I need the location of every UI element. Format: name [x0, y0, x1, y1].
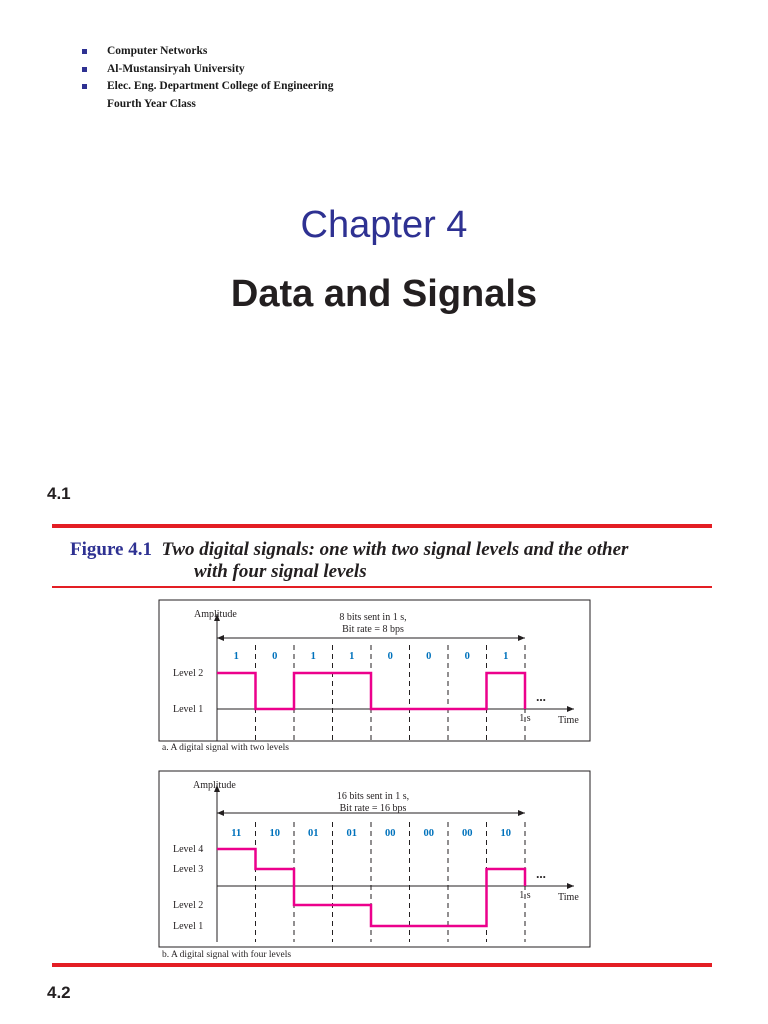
bit-label: 11	[231, 828, 242, 839]
bit-label: 0	[387, 651, 393, 662]
bit-label: 1	[349, 651, 355, 662]
bottom-rule	[52, 963, 712, 967]
arrow-head-icon	[217, 810, 224, 816]
signal-waveform	[217, 673, 525, 709]
header-item-text: Elec. Eng. Department College of Engineering	[107, 80, 334, 92]
continuation-ellipsis: ...	[536, 866, 546, 881]
level-label: Level 1	[173, 921, 204, 932]
bit-label: 0	[426, 651, 432, 662]
diagram-caption: b. A digital signal with four levels	[162, 950, 292, 960]
chapter-title: Chapter 4	[300, 204, 468, 246]
header-item-text: Fourth Year Class	[107, 97, 196, 110]
header-item-text: Computer Networks	[107, 45, 208, 57]
bit-rate-info: 16 bits sent in 1 s,	[336, 791, 410, 802]
amplitude-label: Amplitude	[194, 609, 237, 620]
bit-label: 10	[269, 828, 280, 839]
bit-label: 10	[500, 828, 511, 839]
figure-label: Figure 4.1	[70, 539, 152, 560]
slide-number: 4.1	[47, 484, 71, 503]
slide-number: 4.2	[47, 983, 71, 1002]
axis-arrow-icon	[567, 706, 574, 712]
level-label: Level 3	[173, 864, 204, 875]
bit-rate-info: Bit rate = 8 bps	[342, 624, 404, 635]
chapter-subtitle: Data and Signals	[230, 273, 538, 315]
bit-label: 1	[233, 651, 239, 662]
bit-label: 00	[462, 828, 473, 839]
arrow-head-icon	[518, 810, 525, 816]
bit-label: 00	[423, 828, 434, 839]
time-label: Time	[558, 892, 579, 903]
bit-label: 01	[346, 828, 357, 839]
level-label: Level 2	[173, 668, 204, 679]
level-label: Level 4	[173, 844, 204, 855]
time-label: Time	[558, 715, 579, 726]
header-item-text: Al-Mustansiryah University	[107, 62, 245, 75]
level-label: Level 2	[173, 900, 204, 911]
one-second-label: 1 s	[519, 713, 531, 724]
bit-rate-info: Bit rate = 16 bps	[339, 803, 407, 814]
amplitude-label: Amplitude	[193, 780, 236, 791]
arrow-head-icon	[518, 635, 525, 641]
level-label: Level 1	[173, 704, 204, 715]
continuation-ellipsis: ...	[536, 689, 546, 704]
bit-label: 1	[503, 651, 509, 662]
bit-label: 01	[308, 828, 319, 839]
bit-label: 00	[385, 828, 396, 839]
bit-label: 1	[310, 651, 316, 662]
figure-caption-line1: Two digital signals: one with two signal levels and the other	[161, 539, 629, 560]
bit-rate-info: 8 bits sent in 1 s,	[339, 612, 407, 623]
bit-label: 0	[272, 651, 278, 662]
diagram-caption: a. A digital signal with two levels	[162, 743, 289, 753]
figure-caption-line2: with four signal levels	[194, 561, 367, 582]
one-second-label: 1 s	[519, 890, 531, 901]
axis-arrow-icon	[567, 883, 574, 889]
arrow-head-icon	[217, 635, 224, 641]
bit-label: 0	[464, 651, 470, 662]
